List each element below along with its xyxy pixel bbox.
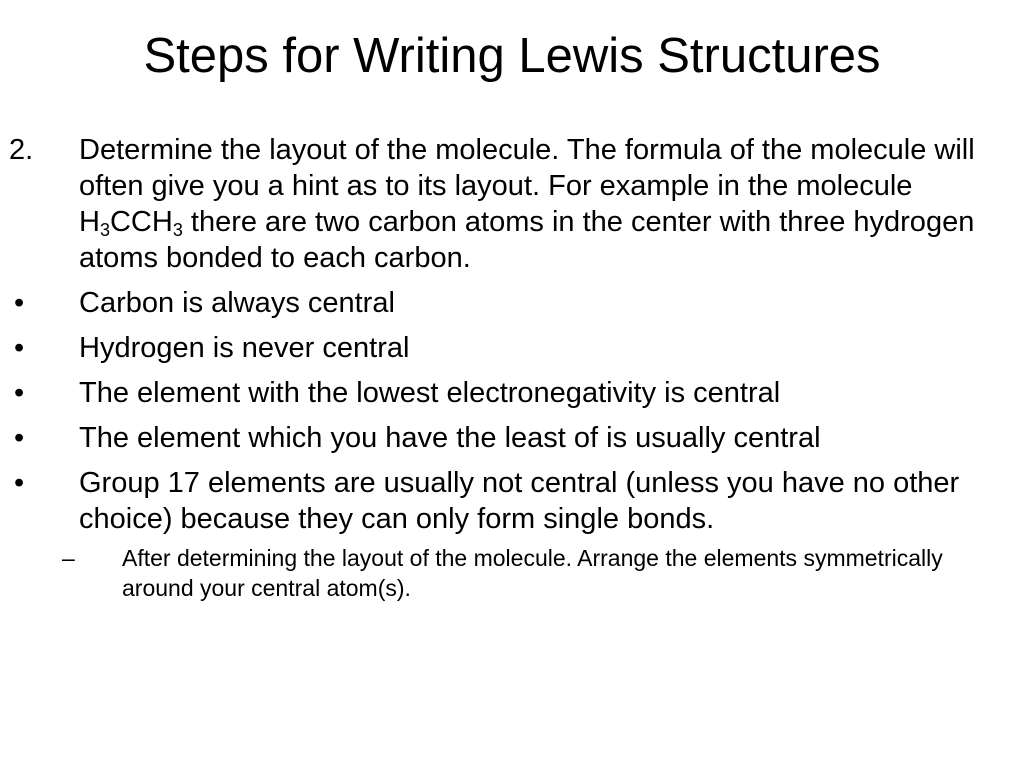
bullet-item — [0, 465, 1010, 537]
bullet-text: The element which you have the least of is usually central — [79, 422, 821, 454]
sub-item-text: After determining the layout of the molecule. Arrange the elements symmetrically around your central atom(s). — [122, 545, 943, 601]
sub-item — [0, 543, 992, 603]
bullet-text: Hydrogen is never central — [79, 332, 410, 364]
dash-marker: – — [62, 545, 75, 571]
step-text-part-b: CCH — [109, 206, 173, 238]
bullet-item — [0, 285, 1010, 321]
bullet-text: The element with the lowest electronegativity is central — [79, 377, 781, 409]
bullet-marker: • — [14, 287, 25, 319]
subscript-1: 3 — [99, 220, 110, 240]
slide-content — [0, 132, 1010, 603]
bullet-text: Carbon is always central — [79, 287, 395, 319]
bullet-text: Group 17 elements are usually not central (unless you have no other choice) because they can only form single bonds. — [79, 467, 960, 535]
bullet-item — [0, 375, 1010, 411]
bullet-marker: • — [14, 332, 25, 364]
bullet-marker: • — [14, 377, 25, 409]
step-item — [0, 132, 1010, 276]
bullet-item — [0, 420, 1010, 456]
step-number: 2. — [9, 134, 34, 166]
slide-title: Steps for Writing Lewis Structures — [143, 29, 881, 83]
step-text-part-c: there are two carbon atoms in the center with three hydrogen atoms bonded to each carbon. — [79, 206, 975, 274]
bullet-marker: • — [14, 422, 25, 454]
step-text-part-a: Determine the layout of the molecule. The formula of the molecule will often give you a hint as to its layout. For example in the molecule H — [79, 134, 975, 238]
bullet-item — [0, 330, 1010, 366]
bullet-marker: • — [14, 467, 25, 499]
subscript-2: 3 — [172, 220, 183, 240]
